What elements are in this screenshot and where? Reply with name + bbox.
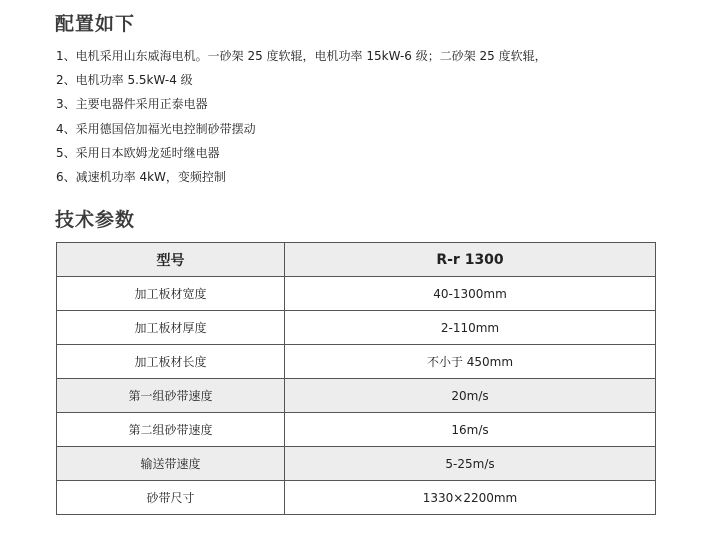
table-row (57, 447, 656, 481)
header-model-cell: R-r 1300 (285, 243, 656, 277)
config-item: 4、采用德国倍加福光电控制砂带摆动 (56, 121, 256, 136)
config-list (56, 44, 547, 189)
param-name-cell: 加工板材宽度 (57, 277, 285, 311)
param-name-cell: 砂带尺寸 (57, 481, 285, 515)
table-row (57, 413, 656, 447)
table-row (57, 379, 656, 413)
config-item: 2、电机功率 5.5kW-4 级 (56, 73, 193, 88)
param-value-cell: 1330×2200mm (285, 481, 656, 515)
param-name-cell: 加工板材长度 (57, 345, 285, 379)
param-name-cell: 第二组砂带速度 (57, 413, 285, 447)
param-value-cell: 40-1300mm (285, 277, 656, 311)
params-table (56, 242, 656, 515)
param-name-cell: 输送带速度 (57, 447, 285, 481)
param-name-cell: 加工板材厚度 (57, 311, 285, 345)
config-item: 5、采用日本欧姆龙延时继电器 (56, 145, 220, 160)
config-section-title: 配置如下 (55, 13, 136, 35)
param-value-cell: 2-110mm (285, 311, 656, 345)
params-section-title: 技术参数 (55, 209, 136, 231)
table-row (57, 345, 656, 379)
param-name-cell: 第一组砂带速度 (57, 379, 285, 413)
table-header-row (57, 243, 656, 277)
param-value-cell: 20m/s (285, 379, 656, 413)
table-row (57, 481, 656, 515)
param-value-cell: 5-25m/s (285, 447, 656, 481)
table-row (57, 277, 656, 311)
config-item: 1、电机采用山东威海电机。一砂架 25 度软辊，电机功率 15kW-6 级；二砂架 25 度软辊， (56, 49, 547, 63)
header-label-cell: 型号 (57, 243, 285, 277)
param-value-cell: 不小于 450mm (285, 345, 656, 379)
config-item: 3、主要电器件采用正泰电器 (56, 97, 208, 112)
config-item: 6、减速机功率 4kW，变频控制 (56, 170, 226, 185)
table-row (57, 311, 656, 345)
param-value-cell: 16m/s (285, 413, 656, 447)
